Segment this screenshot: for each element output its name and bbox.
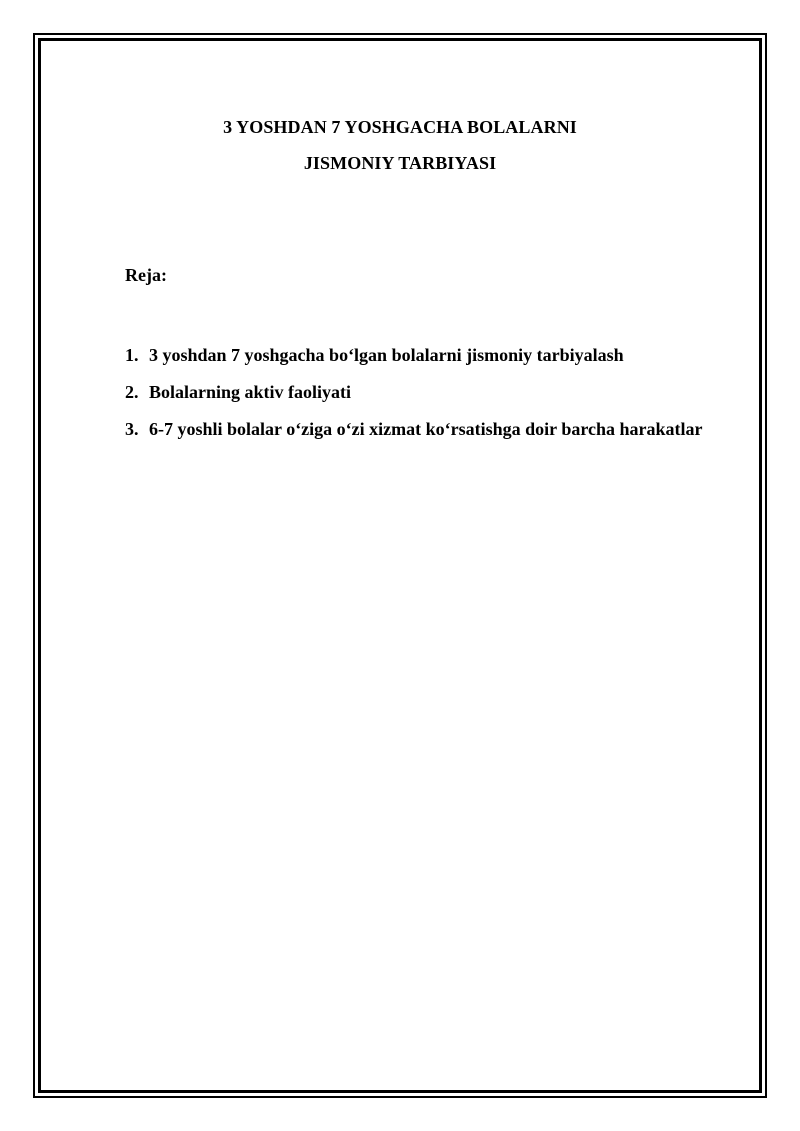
plan-item-text: 3 yoshdan 7 yoshgacha bo‘lgan bolalarni jismoniy tarbiyalash xyxy=(149,345,624,365)
plan-list xyxy=(125,337,725,448)
plan-item-text: 6-7 yoshli bolalar o‘ziga o‘zi xizmat ko‘rsatishga doir barcha harakatlar xyxy=(149,419,703,439)
plan-item-number: 2. xyxy=(125,382,139,402)
plan-item xyxy=(125,337,725,374)
document-title-line-2: JISMONIY TARBIYASI xyxy=(303,153,497,173)
page-border-inner xyxy=(38,38,762,1093)
plan-item-text: Bolalarning aktiv faoliyati xyxy=(149,382,352,402)
plan-item-number: 1. xyxy=(125,345,139,365)
plan-item xyxy=(125,374,725,411)
document-title-line-1: 3 YOSHDAN 7 YOSHGACHA BOLALARNI xyxy=(223,117,577,137)
plan-item xyxy=(125,411,725,448)
plan-item-number: 3. xyxy=(125,419,139,439)
plan-heading: Reja: xyxy=(125,265,167,285)
